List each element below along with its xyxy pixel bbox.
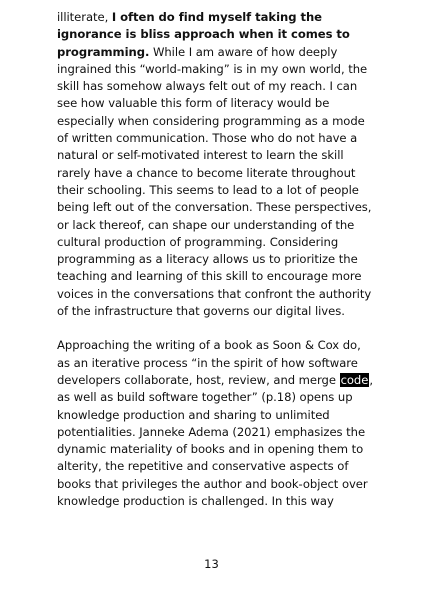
paragraph-1-bold-sentence: I often do find myself taking the ignorance is bliss approach when it comes to programming. [57, 10, 350, 59]
paragraph-2-before: Approaching the writing of a book as Soon & Cox do, as an iterative process “in the spirit of how software developers collaborate, host, review, and merge [57, 338, 361, 387]
paragraph-1-body: While I am aware of how deeply ingrained this “world-making” is in my own world, the skill has somehow always felt out of my reach. I can see how valuable this form of literacy would be especially when considering programming as a mode of written communication. Those who do not have a natural or self-motivated interest to learn the skill rarely have a chance to become literate throughout their schooling. This seems to lead to a lot of people being left out of the conversation. These perspectives, or lack thereof, can shape our understanding of the cultural production of programming. Considering programming as a literacy allows us to prioritize the teaching and learning of this skill to encourage more voices in the conversations that confront the authority of the infrastructure that governs our digital lives. [57, 44, 372, 319]
highlighted-word-code[interactable]: code [340, 372, 369, 387]
document-page [57, 9, 375, 510]
paragraph-1-lead: illiterate, [57, 10, 112, 24]
page-number: 13 [204, 557, 219, 571]
paragraph-2 [57, 337, 375, 510]
paragraph-1 [57, 9, 375, 320]
paragraph-2-after: , as well as build software together” (p.18) opens up knowledge production and sharing to unlimited potentialities. Janneke Adema (2021) emphasizes the dynamic materiality of books and in opening them to alterity, the repetitive and conservative aspects of books that privileges the author and book-object over knowledge production is challenged. In this way [57, 372, 373, 509]
